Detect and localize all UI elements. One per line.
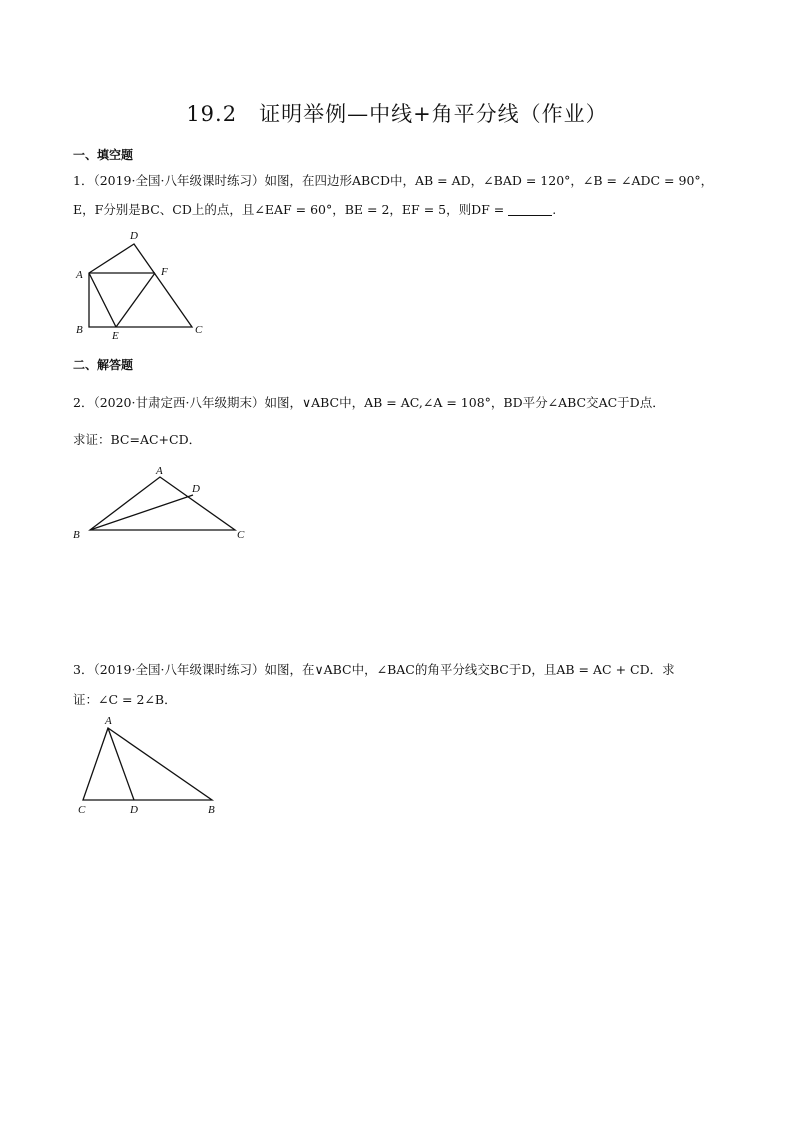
figure-1-label-a: A xyxy=(76,269,83,281)
figure-2-label-b: B xyxy=(73,529,80,541)
figure-triangle-abc-angle-bisector xyxy=(70,710,230,820)
segment-ae xyxy=(89,273,116,327)
figure-2-label-c: C xyxy=(237,529,245,541)
figure-3-outline xyxy=(83,728,212,800)
question-3-line-2: 证：∠C = 2∠B． xyxy=(73,692,177,707)
segment-bd xyxy=(90,495,193,530)
figure-1-label-b: B xyxy=(76,324,83,336)
figure-quadrilateral-abcd xyxy=(70,226,210,341)
figure-1-outline xyxy=(89,244,192,327)
figure-3-label-a: A xyxy=(105,715,112,727)
figure-2-label-a: A xyxy=(156,465,163,477)
question-1-line-1: 1．（2019·全国·八年级课时练习）如图，在四边形ABCD中，AB = AD，∠BAD = 120°，∠B = ∠ADC = 90°， xyxy=(73,173,714,188)
question-1-line-2-end: . xyxy=(552,202,557,217)
figure-1-label-c: C xyxy=(195,324,203,336)
question-3-line-1: 3．（2019·全国·八年级课时练习）如图，在∨ABC中，∠BAC的角平分线交BC于D，且AB = AC + CD．求 xyxy=(73,662,675,677)
figure-1-label-e: E xyxy=(112,330,119,341)
question-1-line-2-text: E，F分别是BC、CD上的点，且∠EAF = 60°，BE = 2，EF = 5，则DF = xyxy=(73,202,505,217)
segment-ef xyxy=(116,273,155,327)
figure-3-label-d: D xyxy=(130,804,138,816)
figure-3-label-c: C xyxy=(78,804,86,816)
answer-blank[interactable] xyxy=(508,203,552,216)
figure-2-label-d: D xyxy=(192,483,200,495)
question-2-line-2: 求证：BC=AC+CD． xyxy=(73,432,202,447)
figure-1-label-d: D xyxy=(130,230,138,242)
figure-triangle-abc-bisector xyxy=(70,460,260,545)
segment-ad xyxy=(108,728,134,800)
question-2-line-1: 2．（2020·甘肃定西·八年级期末）如图，∨ABC中，AB = AC,∠A = 108°，BD平分∠ABC交AC于D点． xyxy=(73,395,665,410)
figure-1-label-f: F xyxy=(161,266,168,278)
section-heading-fill-in: 一、填空题 xyxy=(73,148,134,162)
figure-3-label-b: B xyxy=(208,804,215,816)
question-1-line-2 xyxy=(73,200,556,218)
page-title: 19.2 证明举例—中线+角平分线（作业） xyxy=(186,102,608,126)
section-heading-answer: 二、解答题 xyxy=(73,358,134,372)
